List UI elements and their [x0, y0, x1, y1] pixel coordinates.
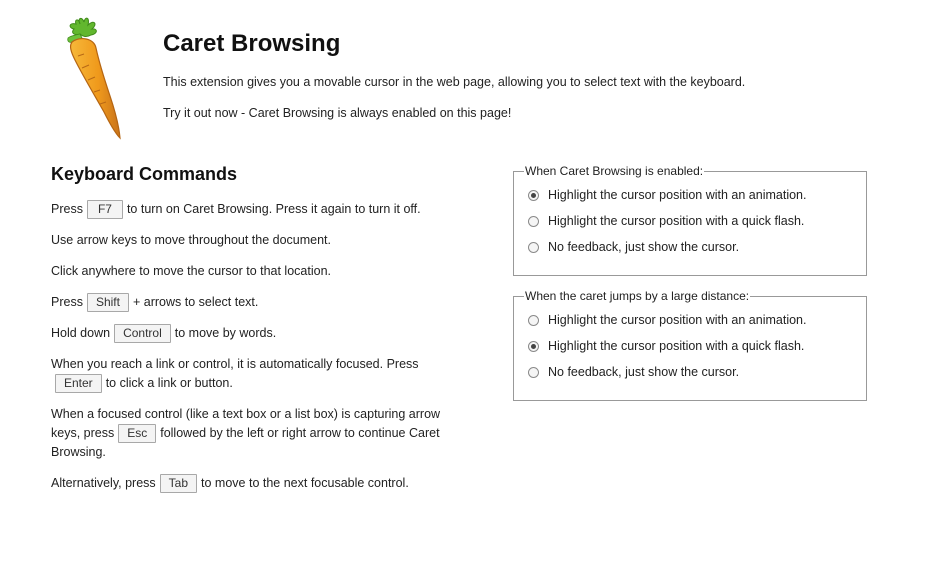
esc-command-after: followed by the left or right arrow to continue Caret Browsing. [51, 426, 440, 459]
control-command [51, 324, 451, 343]
jump-feedback-group [513, 289, 867, 401]
option-label: Highlight the cursor position with an animation. [548, 188, 807, 202]
enabled-feedback-group [513, 164, 867, 276]
option-label: No feedback, just show the cursor. [548, 365, 740, 379]
option-label: Highlight the cursor position with a quick flash. [548, 339, 805, 353]
esc-command [51, 405, 446, 462]
control-command-after: to move by words. [174, 326, 277, 340]
esc-key: Esc [118, 424, 156, 443]
enter-command-before: When you reach a link or control, it is automatically focused. Press [51, 357, 419, 371]
click-command: Click anywhere to move the cursor to that location. [51, 264, 331, 278]
f7-command [51, 200, 451, 219]
intro-text: This extension gives you a movable cursor in the web page, allowing you to select text with the keyboard. [163, 75, 746, 89]
jump-option-none[interactable] [524, 359, 856, 385]
tab-command [51, 474, 451, 493]
enabled-feedback-legend: When Caret Browsing is enabled: [525, 164, 704, 178]
radio-icon[interactable] [528, 242, 539, 253]
jump-feedback-legend: When the caret jumps by a large distance: [525, 289, 750, 303]
enabled-option-flash[interactable] [524, 208, 856, 234]
option-label: No feedback, just show the cursor. [548, 240, 740, 254]
try-it-text: Try it out now - Caret Browsing is always enabled on this page! [163, 106, 512, 120]
enter-key: Enter [55, 374, 102, 393]
enabled-option-animation[interactable] [524, 182, 856, 208]
esc-command-before: When a focused control (like a text box or a list box) is capturing arrow keys, press [51, 407, 441, 440]
f7-command-before: Press [51, 202, 83, 216]
option-label: Highlight the cursor position with an animation. [548, 313, 807, 327]
shift-command-before: Press [51, 295, 83, 309]
enabled-option-none[interactable] [524, 234, 856, 260]
radio-icon[interactable] [528, 315, 539, 326]
tab-command-before: Alternatively, press [51, 476, 156, 490]
enter-command [51, 355, 431, 393]
shift-command-after: + arrows to select text. [132, 295, 259, 309]
option-label: Highlight the cursor position with a quick flash. [548, 214, 805, 228]
radio-icon[interactable] [528, 190, 539, 201]
keyboard-commands-heading: Keyboard Commands [51, 164, 238, 184]
tab-key: Tab [160, 474, 197, 493]
page-title: Caret Browsing [163, 30, 341, 57]
jump-option-flash[interactable] [524, 333, 856, 359]
radio-icon[interactable] [528, 216, 539, 227]
enter-command-after: to click a link or button. [105, 376, 233, 390]
control-key: Control [114, 324, 171, 343]
shift-key: Shift [87, 293, 129, 312]
control-command-before: Hold down [51, 326, 111, 340]
f7-key: F7 [87, 200, 123, 219]
radio-icon[interactable] [528, 341, 539, 352]
radio-icon[interactable] [528, 367, 539, 378]
f7-command-after: to turn on Caret Browsing. Press it again to turn it off. [126, 202, 421, 216]
tab-command-after: to move to the next focusable control. [201, 476, 409, 490]
arrow-keys-command: Use arrow keys to move throughout the document. [51, 233, 332, 247]
jump-option-animation[interactable] [524, 307, 856, 333]
carrot-logo-icon [50, 16, 130, 142]
shift-command [51, 293, 451, 312]
